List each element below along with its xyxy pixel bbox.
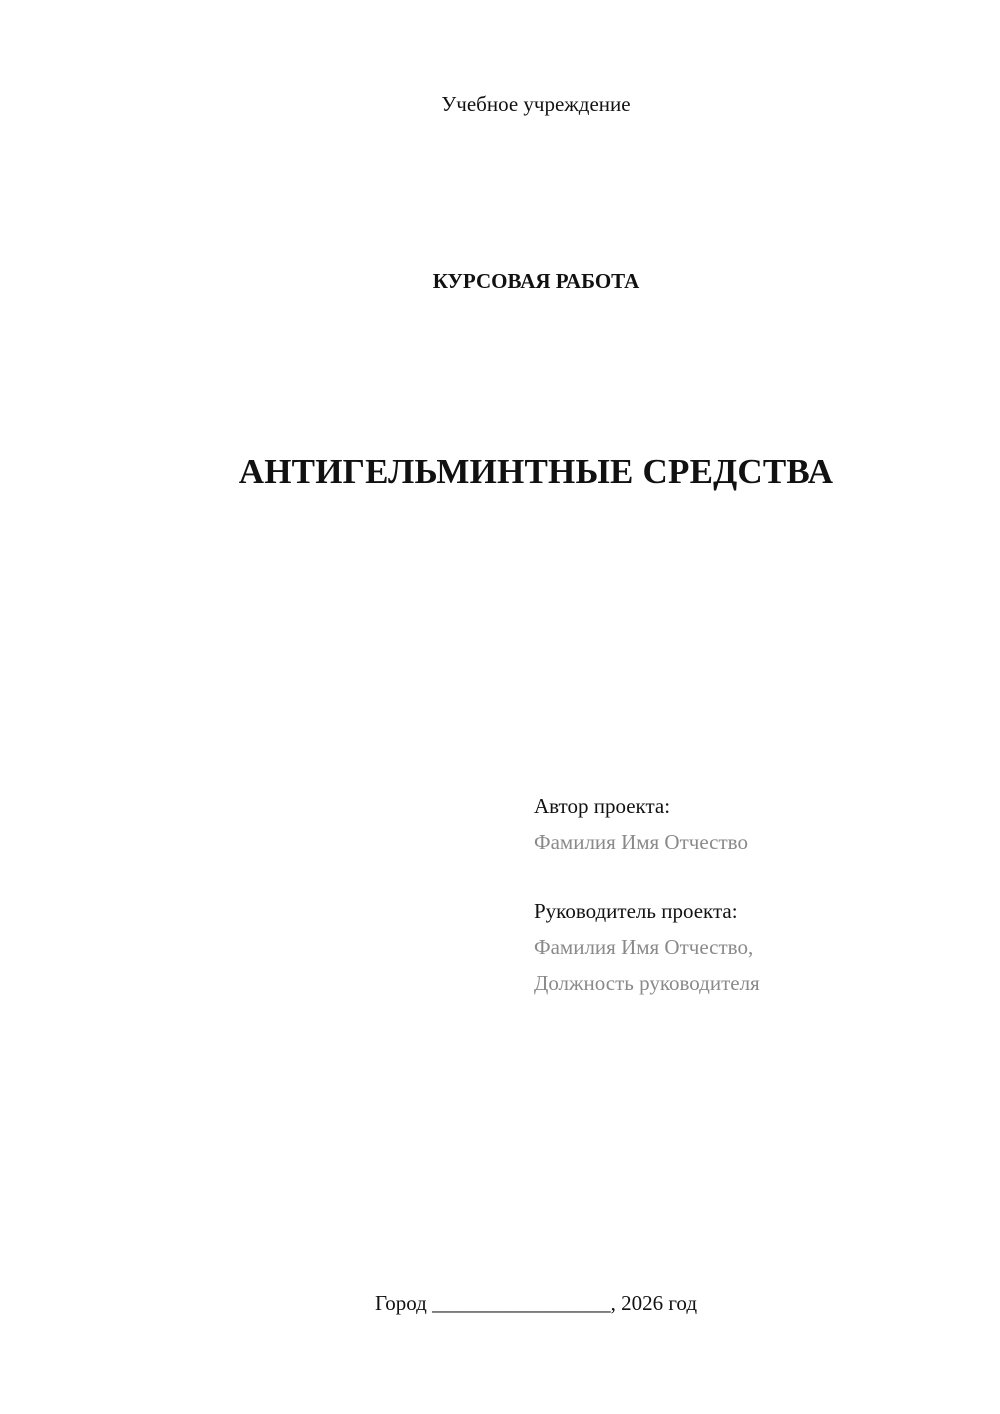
document-title: АНТИГЕЛЬМИНТНЫЕ СРЕДСТВА bbox=[238, 452, 834, 491]
supervisor-label: Руководитель проекта: bbox=[534, 899, 738, 923]
work-type-heading: КУРСОВАЯ РАБОТА bbox=[432, 269, 640, 293]
supervisor-name: Фамилия Имя Отчество, bbox=[534, 935, 754, 959]
info-spacer bbox=[534, 860, 974, 893]
author-label: Автор проекта: bbox=[534, 794, 671, 818]
institution-name: Учебное учреждение bbox=[441, 92, 631, 116]
project-info-block bbox=[534, 788, 974, 1001]
author-name: Фамилия Имя Отчество bbox=[534, 830, 748, 854]
city-year-line: Город _________________, 2026 год bbox=[374, 1291, 698, 1315]
supervisor-position: Должность руководителя bbox=[534, 971, 760, 995]
